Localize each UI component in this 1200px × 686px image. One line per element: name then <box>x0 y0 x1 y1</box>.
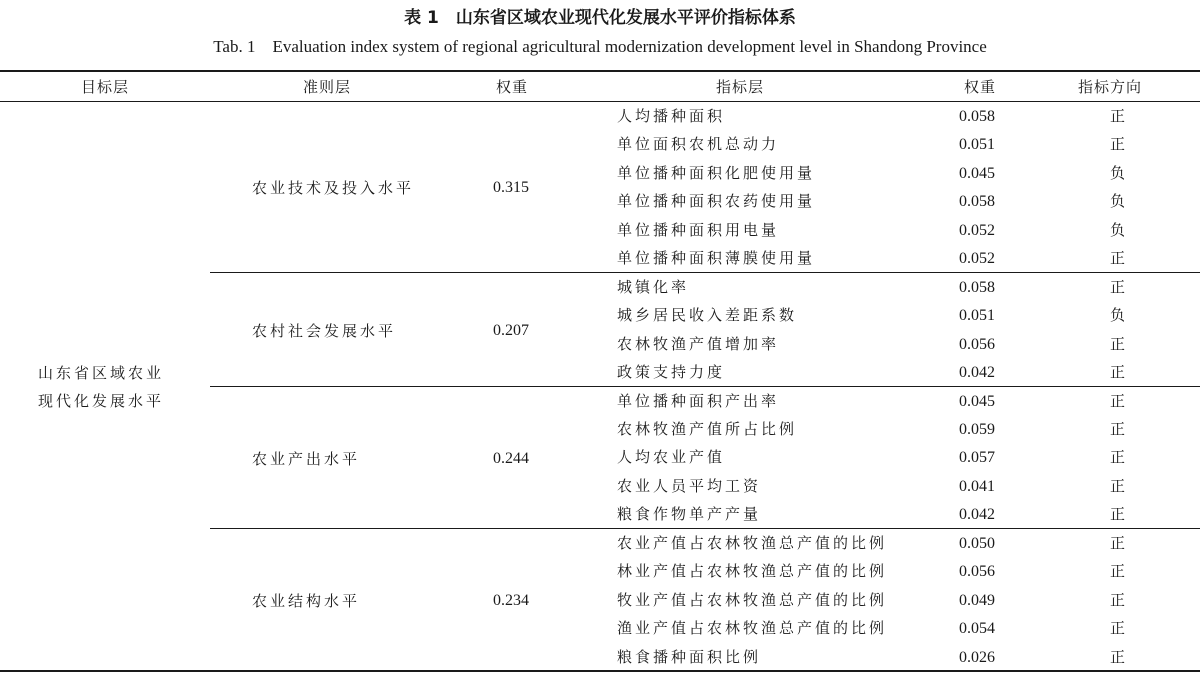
header-indicator-layer: 指标层 <box>715 78 764 96</box>
indicator-weight: 0.042 <box>959 506 995 523</box>
indicator-direction: 正 <box>1109 534 1126 552</box>
header-indicator-direction: 指标方向 <box>1077 78 1142 96</box>
indicator-weight: 0.050 <box>959 535 995 552</box>
criteria-name: 农业技术及投入水平 <box>252 179 415 197</box>
group-divider-2 <box>210 386 1200 387</box>
indicator-weight: 0.059 <box>959 421 995 438</box>
indicator-name: 粮食作物单产产量 <box>617 505 762 523</box>
indicator-direction: 正 <box>1109 392 1126 410</box>
indicator-direction: 负 <box>1109 306 1126 324</box>
indicator-weight: 0.049 <box>959 592 995 609</box>
target-layer-line-2: 现代化发展水平 <box>38 392 165 410</box>
indicator-direction: 正 <box>1109 278 1126 296</box>
indicator-weight: 0.045 <box>959 165 995 182</box>
indicator-direction: 正 <box>1109 648 1126 666</box>
indicator-name: 林业产值占农林牧渔总产值的比例 <box>617 562 888 580</box>
header-rule <box>0 101 1200 102</box>
indicator-name: 农业产值占农林牧渔总产值的比例 <box>617 534 888 552</box>
indicator-weight: 0.058 <box>959 193 995 210</box>
indicator-weight: 0.054 <box>959 620 995 637</box>
indicator-weight: 0.045 <box>959 393 995 410</box>
indicator-direction: 正 <box>1109 249 1126 267</box>
indicator-direction: 正 <box>1109 107 1126 125</box>
indicator-name: 单位播种面积薄膜使用量 <box>617 249 816 267</box>
indicator-direction: 负 <box>1109 192 1126 210</box>
group-divider-3 <box>210 528 1200 529</box>
indicator-direction: 正 <box>1109 420 1126 438</box>
indicator-weight: 0.058 <box>959 279 995 296</box>
indicator-name: 牧业产值占农林牧渔总产值的比例 <box>617 591 888 609</box>
header-criteria-layer: 准则层 <box>302 78 351 96</box>
indicator-name: 城镇化率 <box>617 278 690 296</box>
table-caption-en: Tab. 1 Evaluation index system of regional agricultural modernization development level in Shandong Province <box>213 37 987 56</box>
indicator-name: 单位面积农机总动力 <box>617 135 780 153</box>
indicator-name: 政策支持力度 <box>617 363 726 381</box>
indicator-weight: 0.052 <box>959 222 995 239</box>
indicator-weight: 0.052 <box>959 250 995 267</box>
criteria-weight: 0.234 <box>493 592 529 609</box>
indicator-direction: 正 <box>1109 135 1126 153</box>
indicator-name: 人均播种面积 <box>617 107 726 125</box>
indicator-name: 粮食播种面积比例 <box>617 648 762 666</box>
indicator-direction: 负 <box>1109 164 1126 182</box>
indicator-name: 人均农业产值 <box>617 448 726 466</box>
indicator-name: 农业人员平均工资 <box>617 477 762 495</box>
bottom-rule <box>0 670 1200 672</box>
indicator-weight: 0.042 <box>959 364 995 381</box>
indicator-name: 单位播种面积用电量 <box>617 221 780 239</box>
indicator-weight: 0.056 <box>959 336 995 353</box>
indicator-weight: 0.057 <box>959 449 995 466</box>
table-caption-cn: 表 1 山东省区域农业现代化发展水平评价指标体系 <box>404 8 796 28</box>
criteria-name: 农业结构水平 <box>252 592 361 610</box>
indicator-weight: 0.026 <box>959 649 995 666</box>
indicator-weight: 0.051 <box>959 136 995 153</box>
indicator-weight: 0.041 <box>959 478 995 495</box>
target-layer-line-1: 山东省区域农业 <box>38 364 165 382</box>
criteria-name: 农业产出水平 <box>252 450 361 468</box>
indicator-direction: 负 <box>1109 221 1126 239</box>
indicator-direction: 正 <box>1109 363 1126 381</box>
indicator-direction: 正 <box>1109 562 1126 580</box>
indicator-direction: 正 <box>1109 591 1126 609</box>
indicator-direction: 正 <box>1109 335 1126 353</box>
criteria-weight: 0.244 <box>493 450 529 467</box>
criteria-weight: 0.207 <box>493 322 529 339</box>
indicator-weight: 0.058 <box>959 108 995 125</box>
indicator-direction: 正 <box>1109 619 1126 637</box>
indicator-direction: 正 <box>1109 477 1126 495</box>
indicator-name: 农林牧渔产值增加率 <box>617 335 780 353</box>
header-criteria-weight: 权重 <box>495 78 528 96</box>
criteria-name: 农村社会发展水平 <box>252 322 397 340</box>
indicator-name: 单位播种面积产出率 <box>617 392 780 410</box>
indicator-weight: 0.056 <box>959 563 995 580</box>
indicator-name: 渔业产值占农林牧渔总产值的比例 <box>617 619 888 637</box>
indicator-weight: 0.051 <box>959 307 995 324</box>
header-indicator-weight: 权重 <box>963 78 996 96</box>
header-target-layer: 目标层 <box>80 78 129 96</box>
indicator-name: 单位播种面积化肥使用量 <box>617 164 816 182</box>
indicator-direction: 正 <box>1109 448 1126 466</box>
top-rule <box>0 70 1200 72</box>
criteria-weight: 0.315 <box>493 179 529 196</box>
indicator-name: 农林牧渔产值所占比例 <box>617 420 798 438</box>
indicator-name: 单位播种面积农药使用量 <box>617 192 816 210</box>
indicator-direction: 正 <box>1109 505 1126 523</box>
group-divider-1 <box>210 272 1200 273</box>
indicator-name: 城乡居民收入差距系数 <box>617 306 798 324</box>
